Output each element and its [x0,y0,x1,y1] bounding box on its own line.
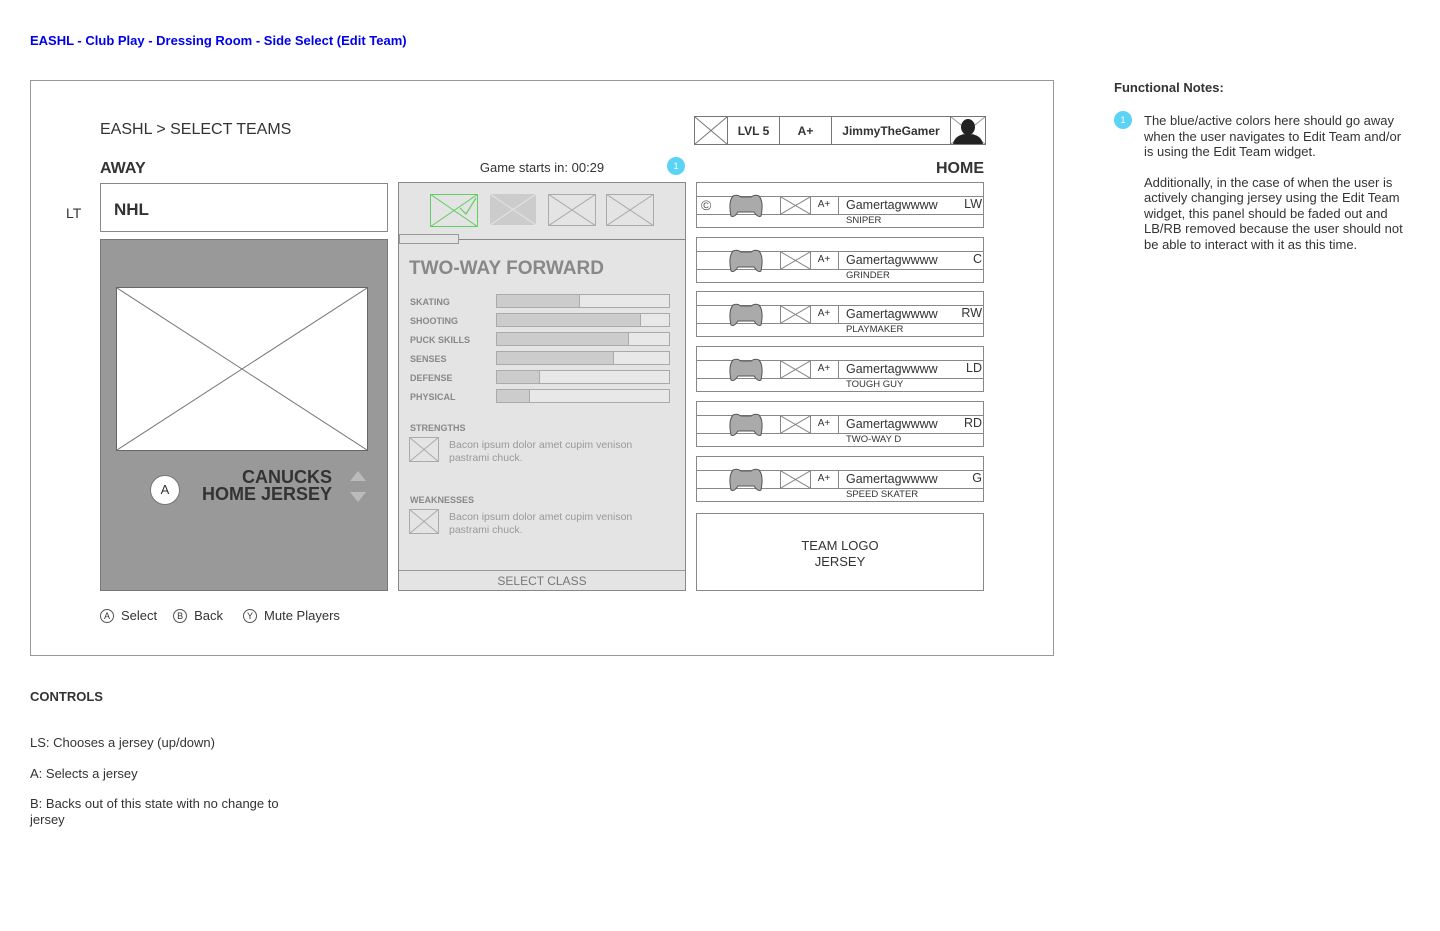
player-position: G [972,471,982,485]
stat-row-senses [410,350,670,369]
stat-row-physical [410,388,670,407]
notes-paragraph-1: The blue/active colors here should go away when the user navigates to Edit Team and/or is using the Edit Team widget. [1144,113,1402,159]
profile-level: LVL 5 [728,117,780,144]
controller-icon [727,301,765,334]
player-gamertag: Gamertagwwww [846,253,938,267]
control-item: A: Selects a jersey [30,766,138,781]
a-button-icon[interactable]: A [150,475,180,505]
class-tab-4[interactable] [606,194,654,231]
player-position: LW [964,197,982,211]
class-title: TWO-WAY FORWARD [409,258,604,279]
player-grade: A+ [817,254,831,265]
player-grade: A+ [817,308,831,319]
scroll-indicator [399,234,459,244]
team-logo-line2: JERSEY [814,554,866,569]
player-position: C [972,252,982,266]
class-tab-selected[interactable] [430,194,478,232]
player-class: GRINDER [846,270,890,281]
stat-label: SHOOTING [410,316,459,326]
arrow-down-icon[interactable] [350,492,366,502]
stat-bar [496,351,670,365]
player-row-two-way-d[interactable] [696,401,984,447]
team-logo-line1: TEAM LOGO [801,538,879,553]
select-class-button[interactable]: SELECT CLASS [399,570,685,590]
class-tab-2[interactable] [490,194,536,230]
weaknesses-text: Bacon ipsum dolor amet cupim venison pastrami chuck. [449,511,633,536]
avatar [951,117,985,144]
breadcrumb: EASHL > SELECT TEAMS [100,121,292,138]
player-class: TWO-WAY D [846,434,902,445]
player-class: TOUGH GUY [846,379,904,390]
profile-gamertag: JimmyTheGamer [832,117,951,144]
controller-icon [727,192,765,225]
team-logo-jersey[interactable] [696,513,984,591]
player-emblem-placeholder [781,416,810,438]
controller-icon [727,356,765,389]
legend-mute-players[interactable]: Mute Players [264,608,340,623]
captain-icon: © [701,197,712,213]
player-emblem-placeholder [781,361,810,383]
stat-label: PUCK SKILLS [410,335,471,345]
player-grade: A+ [817,473,831,484]
weakness-icon [409,509,439,539]
jersey-image-placeholder [116,287,368,451]
player-gamertag: Gamertagwwww [846,198,938,212]
strength-icon [409,437,439,467]
player-gamertag: Gamertagwwww [846,417,938,431]
stat-bar [496,389,670,403]
b-button-icon: B [173,609,187,623]
stat-row-skating [410,293,670,312]
player-position: LD [966,361,982,375]
player-class: PLAYMAKER [846,324,904,335]
player-row-tough-guy[interactable] [696,346,984,392]
player-class: SPEED SKATER [846,489,919,500]
stat-bar [496,370,670,384]
player-row-grinder[interactable] [696,237,984,283]
stat-label: PHYSICAL [410,392,456,402]
stat-bar [496,332,670,346]
button-legend [100,608,340,623]
notes-paragraph-2: Additionally, in the case of when the user is actively changing jersey using the Edit Team widget, this panel should be faded out and LB/RB removed because the user should not be able to interact with it as this time. [1144,174,1403,252]
jersey-name [202,469,332,503]
class-panel [398,182,686,591]
player-row-playmaker[interactable] [696,291,984,337]
player-emblem-placeholder [781,306,810,328]
stat-row-defense [410,369,670,388]
stat-label: DEFENSE [410,373,453,383]
stat-bar [496,313,670,327]
lt-bumper-label: LT [66,205,82,221]
player-gamertag: Gamertagwwww [846,472,938,486]
controller-icon [727,247,765,280]
stat-bar [496,294,670,308]
controller-icon [727,466,765,499]
profile-bar [694,116,986,145]
arrow-up-icon[interactable] [350,471,366,481]
player-emblem-placeholder [781,471,810,493]
weaknesses-heading: WEAKNESSES [410,495,475,505]
strengths-text: Bacon ipsum dolor amet cupim venison pastrami chuck. [449,439,633,464]
league-name: NHL [114,200,149,219]
stat-label: SKATING [410,297,450,307]
notes-title: Functional Notes: [1114,80,1224,95]
profile-emblem-placeholder [695,117,728,144]
a-button-icon: A [100,609,114,623]
player-emblem-placeholder [781,252,810,274]
player-gamertag: Gamertagwwww [846,362,938,376]
jersey-variant: HOME JERSEY [201,484,332,504]
away-label: AWAY [100,160,146,177]
profile-grade: A+ [780,117,832,144]
jersey-team: CANUCKS [242,467,332,487]
annotation-badge: 1 [667,157,685,175]
control-item: B: Backs out of this state with no change to jersey [30,796,279,827]
league-selector[interactable] [100,183,388,232]
notes-text [1144,113,1414,252]
game-timer: Game starts in: 00:29 [479,160,605,175]
class-tab-3[interactable] [548,194,596,231]
legend-select[interactable]: Select [121,608,158,623]
control-item: LS: Chooses a jersey (up/down) [30,735,215,750]
legend-back[interactable]: Back [194,608,224,623]
strengths-heading: STRENGTHS [410,423,466,433]
player-gamertag: Gamertagwwww [846,307,938,321]
player-position: RW [961,306,982,320]
jersey-panel [100,239,388,591]
home-label: HOME [936,160,984,177]
stat-row-puck-skills [410,331,670,350]
stat-row-shooting [410,312,670,331]
player-emblem-placeholder [781,197,810,219]
player-position: RD [963,416,982,430]
player-class: SNIPER [846,215,882,226]
player-grade: A+ [817,363,831,374]
player-grade: A+ [817,418,831,429]
y-button-icon: Y [243,609,257,623]
player-grade: A+ [817,199,831,210]
player-row-sniper[interactable] [696,182,984,228]
controls-title: CONTROLS [30,689,103,704]
player-row-speed-skater[interactable] [696,456,984,502]
stat-label: SENSES [410,354,447,364]
controller-icon [727,411,765,444]
notes-badge: 1 [1114,111,1132,129]
page-title: EASHL - Club Play - Dressing Room - Side Select (Edit Team) [30,33,407,48]
